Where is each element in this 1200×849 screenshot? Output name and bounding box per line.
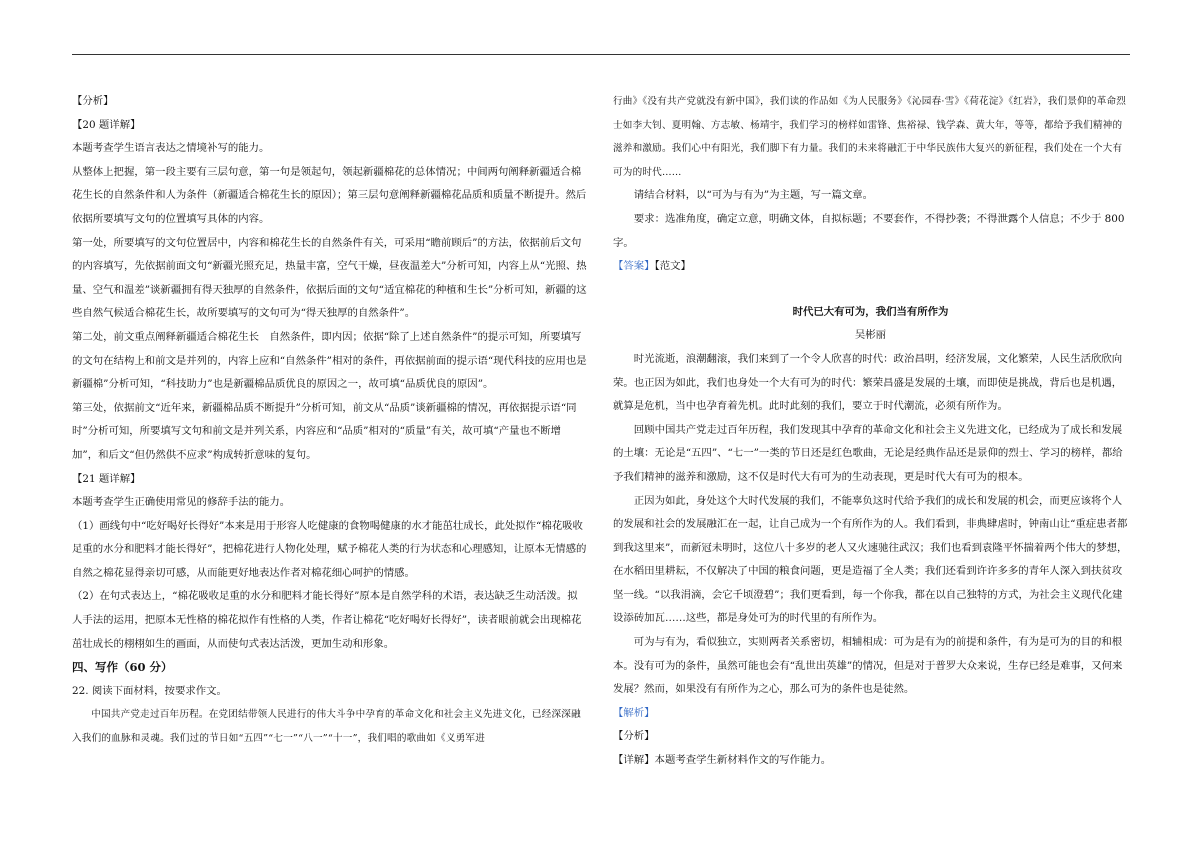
essay-paragraph-3: 正因为如此，身处这个大时代发展的我们，不能辜负这时代给予我们的成长和发展的机会，而更应该将个人的发展和社会的发展融汇在一起，让自己成为一个有所作为的人。我们看到，非典肆虐时，钟南山让“重症患者都到我这里来”，而新冠未明时，这位八十多岁的老人又火速驰往武汉；我们也看到袁隆平怀揣着两个伟大的梦想，在水稻田里耕耘，不仅解决了中国的粮食问题，更是造福了全人类；我们还看到许许多多的青年人深入到扶贫攻坚一线。“以我涓滴，会它千顷澄碧”；我们更看到，每一个你我，都在以自己独特的方式，为社会主义现代化建设添砖加瓦……这些，都是身处可为的时代里的有所作为。	[613, 494, 1128, 625]
fanwen-tag: 【范文】	[654, 260, 691, 273]
left-column	[72, 90, 587, 751]
material-continuation: 行曲》《没有共产党就没有新中国》，我们读的作品如《为人民服务》《沁园春·雪》《荷花淀》《红岩》，我们景仰的革命烈士如李大钊、夏明翰、方志敏、杨靖宇，我们学习的榜样如雷锋、焦裕禄、钱学森、黄大年，等等，都给予我们精神的滋养和激励。我们心中有阳光，我们脚下有力量。我们的未来将融汇于中华民族伟大复兴的新征程，我们处在一个大有可为的时代……	[613, 96, 1127, 178]
q21-paragraph-3: （2）在句式表达上，“棉花吸收足重的水分和肥料才能长得好”原本是自然学科的术语，表达缺乏生动活泼。拟人手法的运用，把原本无性格的棉花拟作有性格的人类，作者让棉花“吃好喝好长得好”，读者眼前就会出现棉花茁壮成长的栩栩如生的画面，从而使句式表达活泼，更加生动和形象。	[72, 590, 582, 650]
analysis-label: 【分析】	[72, 95, 114, 107]
material-paragraph: 中国共产党走过百年历程。在党团结带领人民进行的伟大斗争中孕育的革命文化和社会主义先进文化，已经深深融入我们的血脉和灵魂。我们过的节日如“五四”“七一”“八一”“十一”，我们唱的歌曲如《义勇军进	[72, 709, 581, 745]
right-column	[613, 90, 1128, 773]
q20-label: 【20 题详解】	[72, 118, 141, 131]
essay-requirements: 要求：选准角度，确定立意，明确文体，自拟标题；不要套作，不得抄袭；不得泄露个人信息；不少于 800 字。	[613, 212, 1125, 249]
q22-prompt: 22. 阅读下面材料，按要求作文。	[72, 684, 227, 697]
answer-tag: 【答案】	[613, 260, 655, 273]
jiexi-tag: 【解析】	[613, 706, 655, 719]
q20-paragraph-4: 第二处，前文重点阐释新疆适合棉花生长 自然条件，即内因；依据“除了上述自然条件”的提示可知，所要填写的文句在结构上和前文是并列的，内容上应和“自然条件”相对的条件，再依据前面的提示语“现代科技的应用也是新疆棉”分析可知，“科技助力”也是新疆棉品质优良的原因之一，故可填“品质优良的原因”。	[72, 330, 587, 391]
q20-paragraph-1: 本题考查学生语言表达之情境补写的能力。	[72, 142, 270, 155]
essay-title: 时代已大有可为，我们当有所作为	[792, 305, 949, 318]
essay-instruction: 请结合材料，以“可为与有为”为主题，写一篇文章。	[633, 189, 874, 202]
q20-paragraph-3: 第一处，所要填写的文句位置居中，内容和棉花生长的自然条件有关，可采用“瞻前顾后”的方法，依据前后文句的内容填写，先依据前面文句“新疆光照充足，热量丰富，空气干燥，昼夜温差大”分析可知，内容上从“光照、热量、空气和温差”谈新疆拥有得天独厚的自然条件，依据后面的文句“适宜棉花的种植和生长”分析可知，新疆的这些自然气候适合棉花生长，故所要填写的文句可为“得天独厚的自然条件”。	[72, 236, 587, 320]
essay-paragraph-2: 回顾中国共产党走过百年历程，我们发现其中孕育的革命文化和社会主义先进文化，已经成为了成长和发展的土壤：无论是“五四”、“七一”一类的节日还是红色歌曲，无论是经典作品还是景仰的烈士、学习的榜样，都给予我们精神的滋养和激励，这不仅是时代大有可为的生动表现，更是时代大有可为的根本。	[613, 423, 1123, 483]
answer-line	[613, 255, 1128, 279]
detail-line: 【详解】本题考查学生新材料作文的写作能力。	[613, 754, 832, 767]
essay-paragraph-4: 可为与有为，看似独立，实则两者关系密切，相辅相成：可为是有为的前提和条件，有为是可为的目的和根本。没有可为的条件，虽然可能也会有“乱世出英雄”的情况，但是对于普罗大众来说，生存已经是难事，又何来发展？然而，如果没有有所作为之心，那么可为的条件也是徒然。	[613, 636, 1123, 696]
q21-paragraph-1: 本题考查学生正确使用常见的修辞手法的能力。	[72, 496, 291, 509]
header-rule	[72, 54, 1130, 55]
analysis-label-right: 【分析】	[613, 730, 655, 743]
section-heading-writing: 四、写作（60 分）	[72, 660, 173, 675]
q21-paragraph-2: （1）画线句中“吃好喝好长得好”本来是用于形容人吃健康的食物喝健康的水才能茁壮成长，此处拟作“棉花吸收足重的水分和肥料才能长得好”，把棉花进行人物化处理，赋予棉花人类的行为状态和心理感知，让原本无情感的自然之棉花显得亲切可感，从而能更好地表达作者对棉花细心呵护的情感。	[72, 519, 587, 579]
q20-paragraph-2: 从整体上把握，第一段主要有三层句意，第一句是领起句，领起新疆棉花的总体情况；中间两句阐释新疆适合棉花生长的自然条件和人为条件（新疆适合棉花生长的原因）；第三层句意阐释新疆棉花品质和质量不断提升。然后依据所要填写文句的位置填写具体的内容。	[72, 165, 587, 225]
q20-paragraph-5: 第三处，依据前文“近年来，新疆棉品质不断提升”分析可知，前文从“品质”谈新疆棉的情况，再依据提示语“同时”分析可知，所要填写文句和前文是并列关系，内容应和“品质”相对的“质量”有关，故可填“产量也不断增加”，和后文“但仍然供不应求”构成转折意味的复句。	[72, 401, 577, 461]
essay-paragraph-1: 时光流逝，浪潮翻滚，我们来到了一个令人欣喜的时代：政治昌明，经济发展，文化繁荣，人民生活欣欣向荣。也正因为如此，我们也身处一个大有可为的时代：繁荣昌盛是发展的土壤，而即使是挑战，背后也是机遇，就算是危机，当中也孕育着先机。此时此刻的我们，要立于时代潮流，必须有所作为。	[613, 352, 1123, 413]
q21-label: 【21 题详解】	[72, 472, 141, 485]
essay-author: 吴彬丽	[854, 329, 887, 342]
